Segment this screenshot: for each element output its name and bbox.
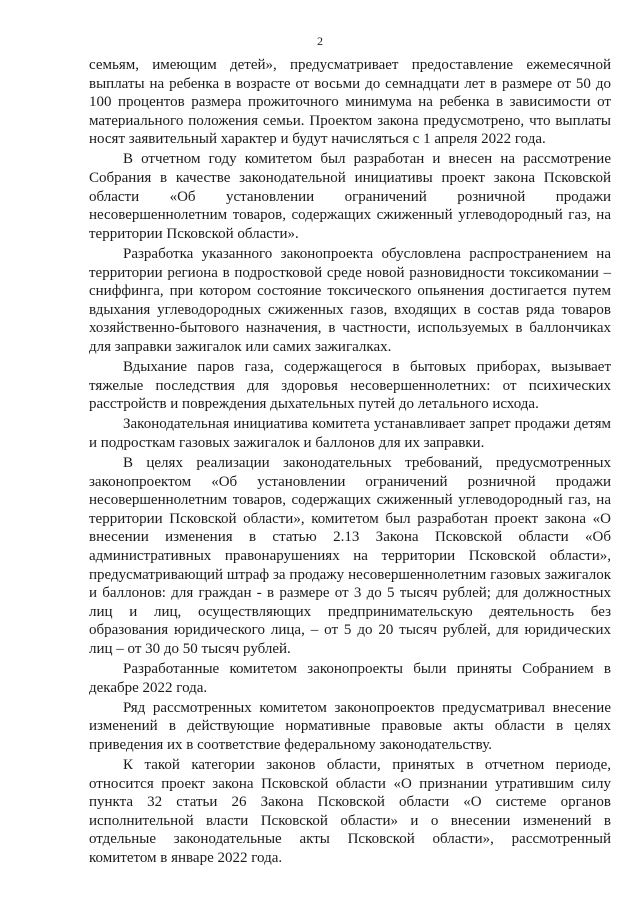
paragraph: Разработанные комитетом законопроекты были приняты Собранием в декабре 2022 года. <box>89 661 611 696</box>
document-body <box>89 56 611 869</box>
paragraph: В отчетном году комитетом был разработан и внесен на рассмотрение Собрания в качестве законодательной инициативы проект закона Псковской области «Об установлении ограничений розничной продажи несовершеннолетним товаров, содержащих сжиженный углеводородный газ, на территории Псковской области». <box>89 151 611 242</box>
paragraph-continuation: семьям, имеющим детей», предусматривает предоставление ежемесячной выплаты на ребенка в возрасте от восьми до семнадцати лет в размере от 50 до 100 процентов размера прожиточного минимума на ребенка в зависимости от материального положения семьи. Проектом закона предусмотрено, что выплаты носят заявительный характер и будут начисляться с 1 апреля 2022 года. <box>89 57 611 148</box>
paragraph: Законодательная инициатива комитета устанавливает запрет продажи детям и подросткам газовых зажигалок и баллонов для их заправки. <box>89 416 611 451</box>
paragraph: К такой категории законов области, принятых в отчетном периоде, относится проект закона Псковской области «О признании утратившим силу пункта 32 статьи 26 Закона Псковской области «О системе органов исполнительной власти Псковской области» и о внесении изменений в отдельные законодательные акты Псковской области», рассмотренный комитетом в январе 2022 года. <box>89 756 611 866</box>
paragraph: В целях реализации законодательных требований, предусмотренных законопроектом «Об установлении ограничений розничной продажи несовершеннолетним товаров, содержащих сжиженный углеводородный газ, на территории Псковской области», комитетом был разработан проект закона «О внесении изменения в статью 2.13 Закона Псковской области «Об административных правонарушениях на территории Псковской области», предусматривающий штраф за продажу несовершеннолетним газовых зажигалок и баллонов: для граждан - в размере от 3 до 5 тысяч рублей; для должностных лиц и лиц, осуществляющих предпринимательскую деятельность без образования юридического лица, – от 5 до 20 тысяч рублей, для юридических лиц – от 30 до 50 тысяч рублей. <box>89 454 611 657</box>
page-number: 2 <box>317 34 323 48</box>
paragraph: Разработка указанного законопроекта обусловлена распространением на территории региона в подростковой среде новой разновидности токсикомании – сниффинга, при котором состояние токсического опьянения достигается путем вдыхания углеводородных сжиженных газов, входящих в состав ряда товаров хозяйственно-бытового назначения, в частности, используемых в баллончиках для заправки зажигалок или самих зажигалках. <box>89 245 611 355</box>
paragraph: Ряд рассмотренных комитетом законопроектов предусматривал внесение изменений в действующие нормативные правовые акты области в целях приведения их в соответствие федеральному законодательству. <box>89 699 611 753</box>
paragraph: Вдыхание паров газа, содержащегося в бытовых приборах, вызывает тяжелые последствия для здоровья несовершеннолетних: от психических расстройств и повреждения дыхательных путей до летального исхода. <box>89 359 611 413</box>
